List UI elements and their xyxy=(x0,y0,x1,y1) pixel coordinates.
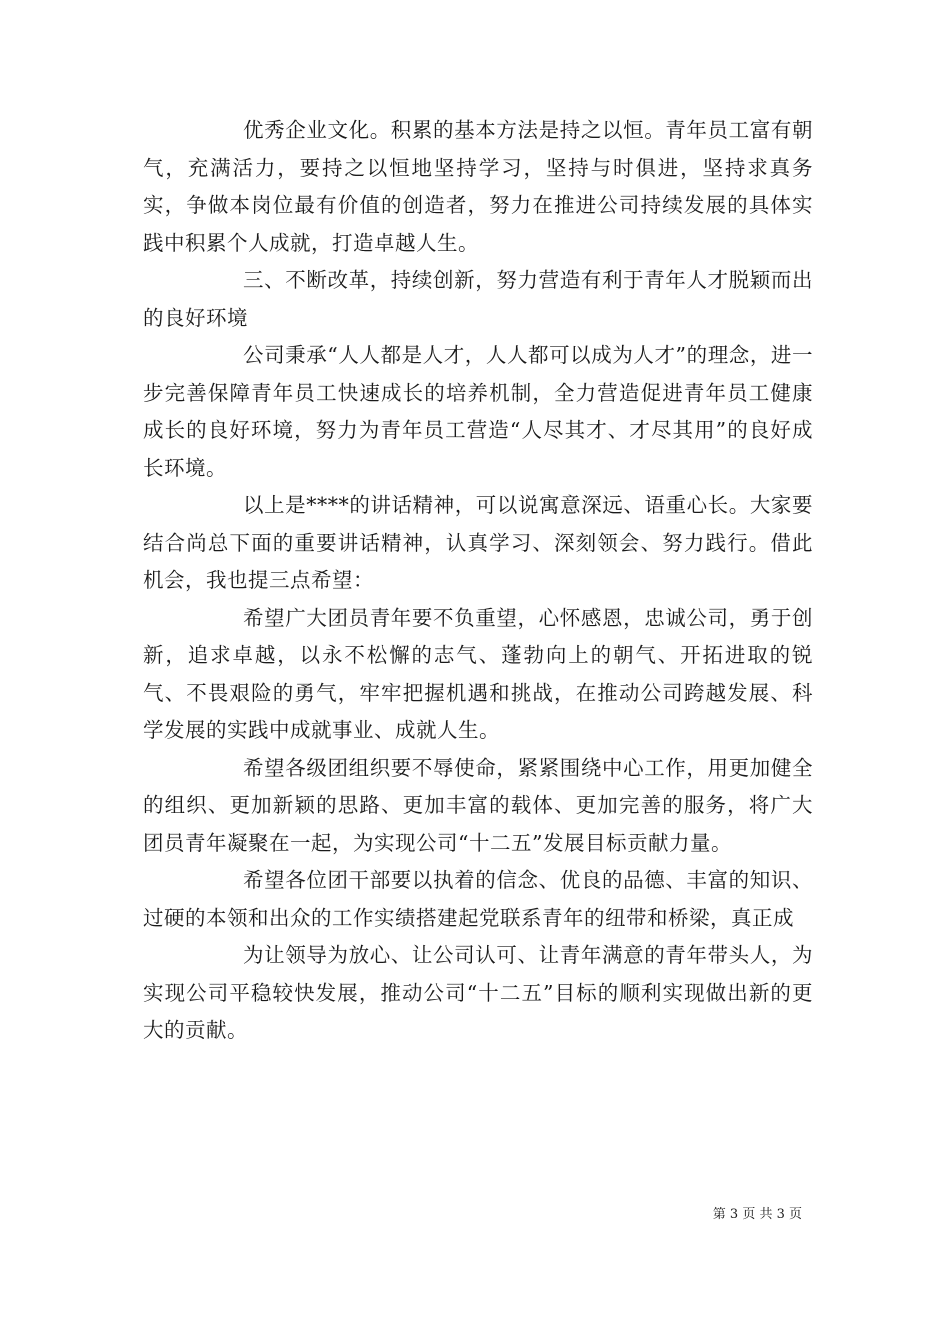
section-heading-reform: 三、不断改革，持续创新，努力营造有利于青年人才脱颖而出的良好环境 xyxy=(143,268,813,330)
paragraph-talent-concept: 公司秉承“人人都是人才，人人都可以成为人才”的理念，进一步完善保障青年员工快速成长的培养机制，全力营造促进青年员工健康成长的良好环境，努力为青年员工营造“人尽其才、才尽其用”的良好成长环境。 xyxy=(143,343,813,480)
paragraph-speech-summary: 以上是****的讲话精神，可以说寓意深远、语重心长。大家要结合尚总下面的重要讲话精神，认真学习、深刻领会、努力践行。借此机会，我也提三点希望： xyxy=(143,493,813,592)
paragraph-closing: 为让领导为放心、让公司认可、让青年满意的青年带头人，为实现公司平稳较快发展，推动公司“十二五”目标的顺利实现做出新的更大的贡献。 xyxy=(143,943,813,1042)
page-number-footer: 第 3 页 共 3 页 xyxy=(712,1207,802,1222)
paragraph-culture: 优秀企业文化。积累的基本方法是持之以恒。青年员工富有朝气，充满活力，要持之以恒地坚持学习，坚持与时俱进，坚持求真务实，争做本岗位最有价值的创造者，努力在推进公司持续发展的具体实践中积累个人成就，打造卓越人生。 xyxy=(143,118,813,255)
paragraph-hope-youth: 希望广大团员青年要不负重望，心怀感恩，忠诚公司，勇于创新，追求卓越，以永不松懈的志气、蓬勃向上的朝气、开拓进取的锐气、不畏艰险的勇气，牢牢把握机遇和挑战，在推动公司跨越发展、科学发展的实践中成就事业、成就人生。 xyxy=(143,605,813,742)
paragraph-hope-organizations: 希望各级团组织要不辱使命，紧紧围绕中心工作，用更加健全的组织、更加新颖的思路、更加丰富的载体、更加完善的服务，将广大团员青年凝聚在一起，为实现公司“十二五”发展目标贡献力量。 xyxy=(143,755,813,855)
document-body xyxy=(143,112,813,1050)
paragraph-hope-cadres: 希望各位团干部要以执着的信念、优良的品德、丰富的知识、过硬的本领和出众的工作实绩搭建起党联系青年的纽带和桥梁，真正成 xyxy=(143,868,813,930)
